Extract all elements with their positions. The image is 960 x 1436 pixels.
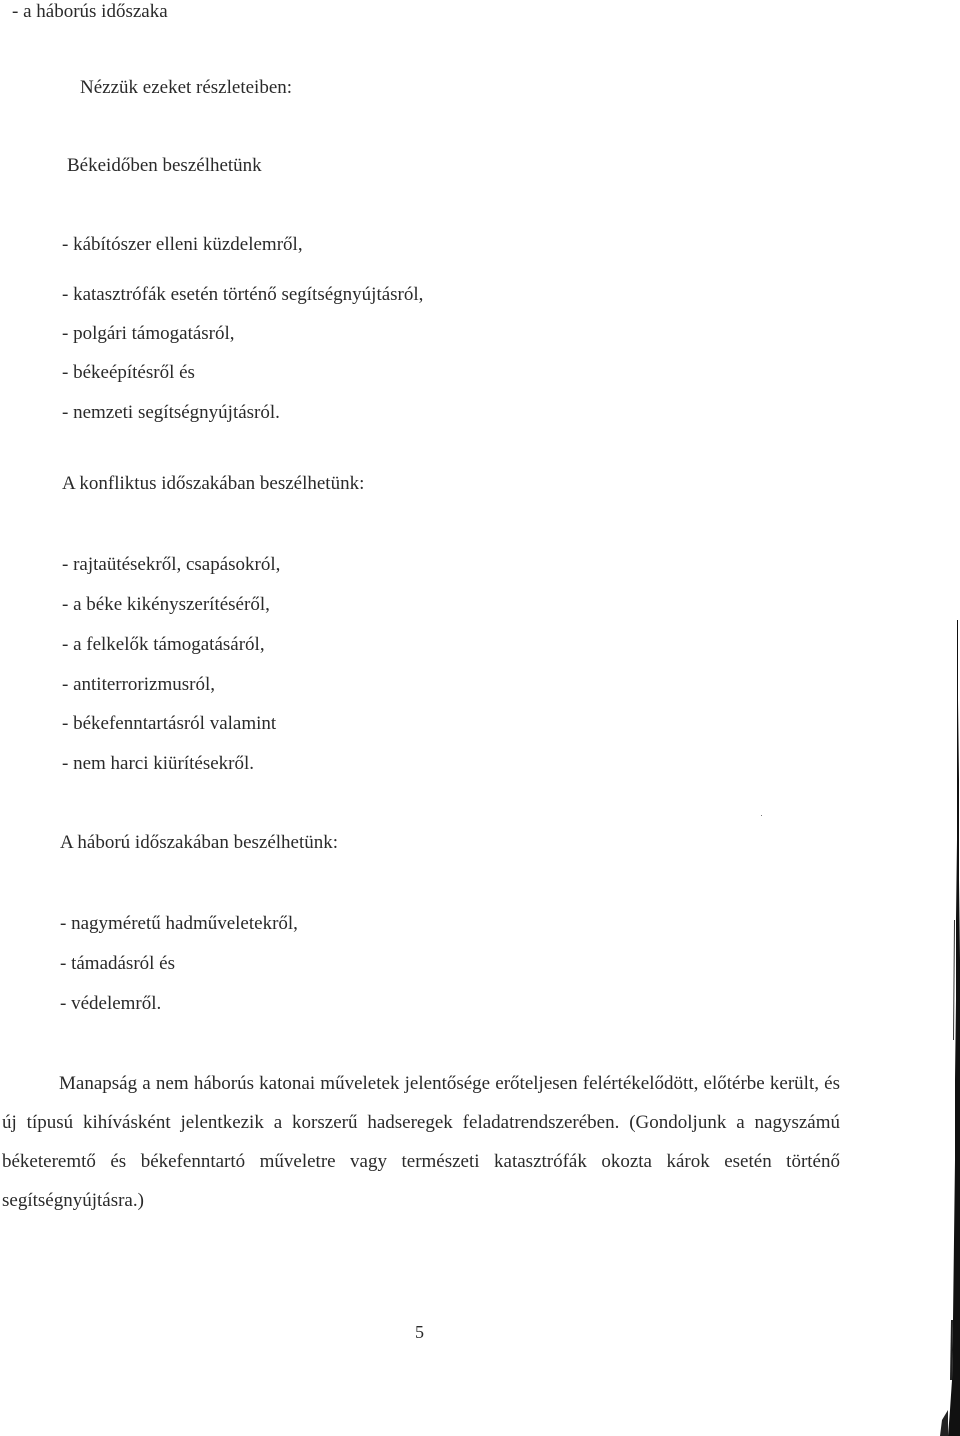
conflict-list-item: - antiterrorizmusról,: [62, 674, 216, 695]
peace-list-item: - polgári támogatásról,: [62, 323, 235, 344]
peace-list-item: - nemzeti segítségnyújtásról.: [62, 402, 280, 423]
war-list-item: - védelemről.: [60, 993, 162, 1014]
war-heading: A háború időszakában beszélhetünk:: [60, 832, 339, 853]
conflict-list-item: - békefenntartásról valamint: [62, 713, 277, 734]
scan-speck: [761, 815, 762, 816]
page-number: 5: [415, 1322, 424, 1342]
scan-edge-artifact: [928, 620, 960, 1436]
intro-line: - a háborús időszaka: [12, 1, 168, 22]
peace-list-item: - katasztrófák esetén történő segítségnyújtásról,: [62, 284, 424, 305]
conflict-list-item: - nem harci kiürítésekről.: [62, 753, 255, 774]
war-list-item: - nagyméretű hadműveletekről,: [60, 913, 298, 934]
conflict-list-item: - a béke kikényszerítéséről,: [62, 594, 270, 615]
conflict-list-item: - rajtaütésekről, csapásokról,: [62, 554, 281, 575]
conflict-heading: A konfliktus időszakában beszélhetünk:: [62, 473, 365, 494]
peace-list-item: - kábítószer elleni küzdelemről,: [62, 234, 303, 255]
peace-heading: Békeidőben beszélhetünk: [67, 155, 262, 176]
war-list-item: - támadásról és: [60, 953, 176, 974]
peace-list-item: - békeépítésről és: [62, 362, 195, 383]
intro-sentence: Nézzük ezeket részleteiben:: [80, 77, 293, 98]
conflict-list-item: - a felkelők támogatásáról,: [62, 634, 265, 655]
closing-paragraph: Manapság a nem háborús katonai műveletek jelentősége erőteljesen felértékelődött, előtérbe került, és új típusú kihívásként jelentkezik a korszerű hadseregek feladatrendszerében. (Gondoljunk a nagyszámú béketeremtő és békefenntartó műveletre vagy természeti katasztrófák okozta károk esetén történő segítségnyújtásra.): [2, 1073, 840, 1211]
